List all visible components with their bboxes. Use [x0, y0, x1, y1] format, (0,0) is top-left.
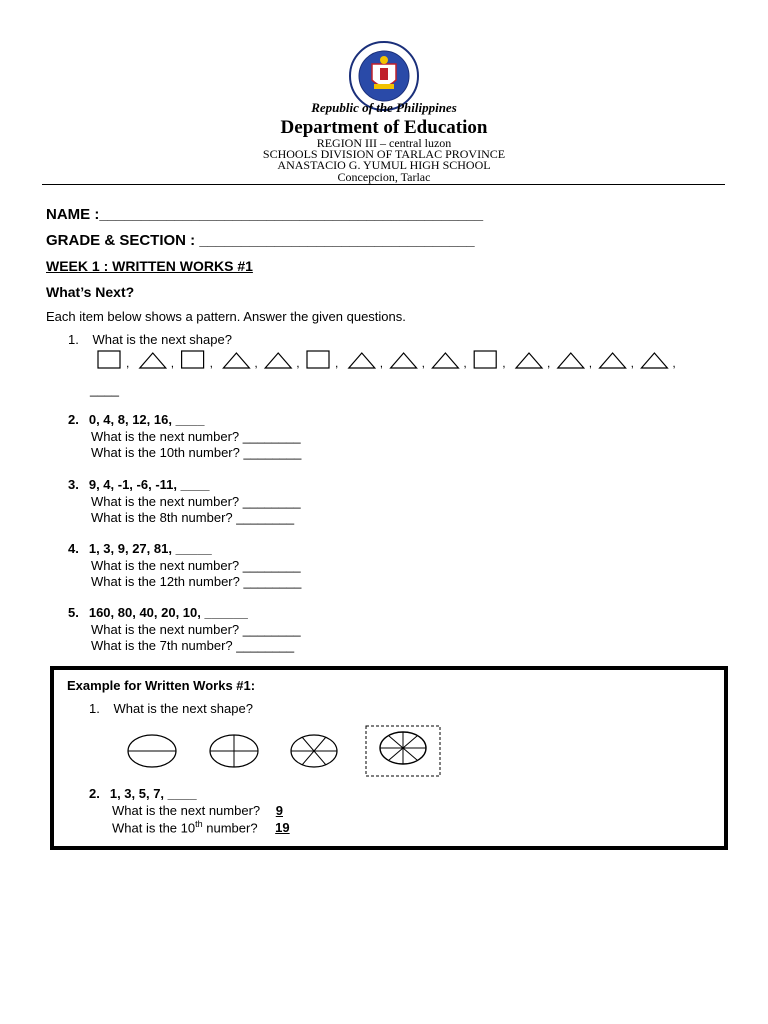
item-question: What is the next shape?	[92, 332, 232, 347]
triangle-shape	[558, 353, 584, 368]
square-shape	[307, 351, 329, 368]
item-number: 2.	[89, 786, 100, 801]
item-2	[68, 412, 301, 460]
item-number: 5.	[68, 605, 79, 620]
question-nth[interactable]: What is the 7th number? ________	[91, 638, 295, 653]
name-label: NAME :	[46, 206, 100, 223]
example-item-2	[89, 786, 197, 801]
week-title: WEEK 1 : WRITTEN WORKS #1	[46, 258, 253, 274]
triangle-shape	[223, 353, 249, 368]
header-divider	[42, 184, 725, 185]
item-4	[68, 541, 301, 589]
comma-separator: ,	[588, 356, 593, 370]
square-shape	[182, 351, 204, 368]
comma-separator: ,	[463, 356, 467, 370]
square-shape	[98, 351, 120, 368]
triangle-shape	[432, 353, 458, 368]
example-box	[50, 666, 728, 850]
location-line: Concepcion, Tarlac	[337, 170, 431, 184]
comma-separator: ,	[296, 356, 300, 370]
division-line: SCHOOLS DIVISION OF TARLAC PROVINCE	[262, 147, 506, 161]
sequence: 160, 80, 40, 20, 10, ______	[88, 605, 248, 620]
triangle-shape	[516, 353, 542, 368]
item-1-answer-blank[interactable]: ____	[90, 382, 119, 397]
comma-separator: ,	[630, 356, 634, 370]
item-1	[68, 332, 232, 347]
grade-label: GRADE & SECTION :	[46, 232, 200, 249]
example-question-next	[112, 803, 283, 818]
grade-blank: _________________________________	[199, 232, 475, 249]
sequence: 0, 4, 8, 12, 16, ____	[88, 412, 205, 427]
grade-section-field[interactable]	[46, 232, 475, 249]
name-blank: ______________________________________________	[99, 206, 484, 223]
square-shape	[474, 351, 496, 368]
triangle-shape	[140, 353, 166, 368]
name-field[interactable]	[46, 206, 483, 223]
question-next[interactable]: What is the next number? ________	[91, 429, 301, 444]
answer-value: 19	[275, 820, 290, 836]
question-next[interactable]: What is the next number? ________	[91, 558, 301, 573]
item-number: 4.	[68, 541, 79, 556]
triangle-shape	[600, 353, 626, 368]
item-5	[68, 605, 301, 653]
example-title: Example for Written Works #1:	[67, 678, 256, 693]
answer-value: 9	[275, 803, 283, 818]
comma-separator: ,	[170, 356, 175, 370]
triangle-shape	[391, 353, 417, 368]
sequence: 9, 4, -1, -6, -11, ____	[88, 477, 210, 492]
circle-one-line-shape	[128, 735, 176, 767]
example-question-nth	[112, 819, 290, 835]
republic-line: Republic of the Philippines	[311, 100, 457, 115]
sequence: 1, 3, 9, 27, 81, _____	[88, 541, 212, 556]
triangle-shape	[349, 353, 375, 368]
ordinal-suffix: th	[195, 819, 203, 829]
shape-sequence-svg	[96, 348, 696, 372]
comma-separator: ,	[126, 356, 130, 370]
item-3	[68, 477, 301, 525]
item-number: 3.	[68, 477, 79, 492]
comma-separator: ,	[379, 356, 384, 370]
sequence: 1, 3, 5, 7, ____	[109, 786, 197, 801]
department-title: Department of Education	[280, 117, 488, 138]
question-next[interactable]: What is the next number? ________	[91, 622, 301, 637]
example-item-1	[89, 701, 253, 716]
triangle-shape	[265, 353, 291, 368]
comma-separator: ,	[547, 356, 551, 370]
comma-separator: ,	[209, 356, 213, 370]
comma-separator: ,	[335, 356, 339, 370]
question-next[interactable]: What is the next number? ________	[91, 494, 301, 509]
item-number: 1.	[68, 332, 79, 347]
circle-two-lines-shape	[210, 735, 258, 767]
question-nth[interactable]: What is the 12th number? ________	[91, 574, 302, 589]
question-text: What is the 10	[112, 820, 196, 836]
comma-separator: ,	[421, 356, 425, 370]
item-number: 1.	[89, 701, 100, 716]
comma-separator: ,	[672, 356, 676, 370]
comma-separator: ,	[254, 356, 258, 370]
circle-three-lines-shape	[291, 735, 337, 767]
question-nth[interactable]: What is the 8th number? ________	[91, 510, 295, 525]
section-title: What’s Next?	[46, 284, 135, 300]
example-circle-shapes	[124, 725, 444, 781]
question-text-end: number?	[202, 820, 258, 836]
answer-circle-four-lines-shape	[366, 726, 440, 776]
item-number: 2.	[68, 412, 79, 427]
question-text: What is the next number?	[112, 803, 261, 818]
region-line: REGION III – central luzon	[316, 136, 452, 150]
instructions: Each item below shows a pattern. Answer the given questions.	[46, 309, 406, 324]
school-line: ANASTACIO G. YUMUL HIGH SCHOOL	[277, 158, 491, 172]
item-question: What is the next shape?	[113, 701, 253, 716]
shape-sequence	[96, 348, 696, 372]
triangle-shape	[641, 353, 667, 368]
question-nth[interactable]: What is the 10th number? ________	[91, 445, 302, 460]
comma-separator: ,	[502, 356, 506, 370]
